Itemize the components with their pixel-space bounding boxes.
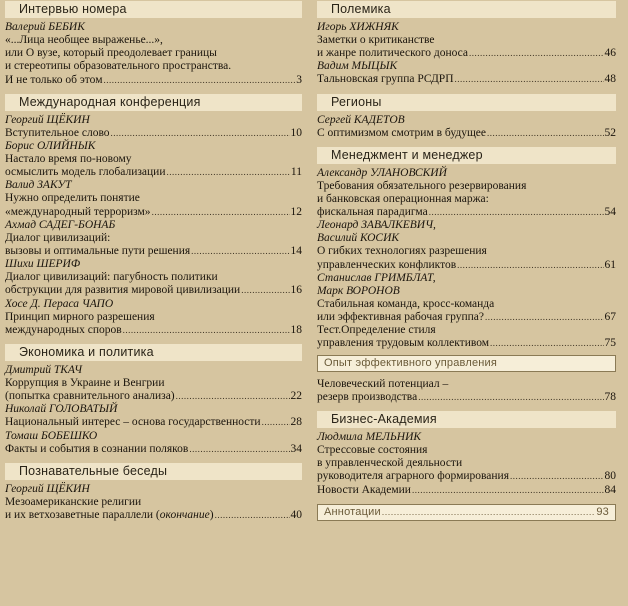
leader-dots bbox=[429, 206, 604, 219]
article-title-line: Требования обязательного резервирования bbox=[317, 179, 527, 192]
leader-dots bbox=[111, 127, 290, 140]
article-title-line: Мезоамериканские религии bbox=[5, 495, 142, 508]
title-part: и их ветхозаветные параллели ( bbox=[5, 509, 160, 522]
title-italic-part: окончание bbox=[159, 509, 210, 522]
article-title-line: Стрессовые состояния bbox=[317, 444, 428, 457]
author: Леонард ЗАВАЛКЕВИЧ, bbox=[317, 219, 436, 232]
toc-entry[interactable] bbox=[317, 337, 616, 350]
author: Борис ОЛИЙНЫК bbox=[5, 140, 96, 153]
article-title-line: фискальная парадигма bbox=[317, 206, 428, 219]
toc-entry[interactable] bbox=[5, 390, 302, 403]
article-title-line: Факты и события в сознании поляков bbox=[5, 442, 189, 455]
toc-entry[interactable] bbox=[317, 73, 616, 86]
section-header-experience: Опыт эффективного управления bbox=[317, 355, 616, 372]
leader-dots bbox=[510, 470, 604, 483]
article-title-line: Новости Академии bbox=[317, 483, 411, 496]
left-column bbox=[5, 0, 302, 522]
leader-dots bbox=[191, 245, 289, 258]
article-title-line: Заметки о критиканстве bbox=[317, 34, 435, 46]
author: Станислав ГРИМБЛАТ, bbox=[317, 271, 436, 284]
right-column bbox=[317, 0, 616, 524]
leader-dots bbox=[418, 391, 603, 404]
toc-entry[interactable] bbox=[5, 206, 302, 219]
toc-entry[interactable] bbox=[5, 416, 302, 429]
leader-dots bbox=[189, 443, 289, 456]
article-title-line: Диалог цивилизаций: bbox=[5, 231, 111, 244]
leader-dots bbox=[176, 390, 290, 403]
leader-dots bbox=[457, 259, 603, 272]
section-header-conference: Международная конференция bbox=[5, 94, 302, 111]
page-number: 46 bbox=[604, 47, 616, 60]
author: Хосе Д. Пераса ЧАПО bbox=[5, 297, 114, 310]
page-number: 18 bbox=[290, 323, 302, 336]
article-title-line: международных споров bbox=[5, 323, 122, 336]
page-number: 14 bbox=[290, 245, 302, 258]
author: Людмила МЕЛЬНИК bbox=[317, 431, 422, 444]
article-title-line: Принцип мирного разрешения bbox=[5, 310, 155, 323]
author: Александр УЛАНОВСКИЙ bbox=[317, 166, 447, 179]
article-title-line: Стабильная команда, кросс-команда bbox=[317, 297, 495, 310]
section-header-management: Менеджмент и менеджер bbox=[317, 147, 616, 164]
toc-entry[interactable] bbox=[317, 484, 616, 497]
article-title-line: и банковская операционная маржа: bbox=[317, 193, 489, 206]
author: Томаш БОБЕШКО bbox=[5, 429, 98, 442]
toc-entry[interactable] bbox=[5, 284, 302, 297]
author: Василий КОСИК bbox=[317, 232, 400, 245]
page-number: 78 bbox=[604, 390, 616, 403]
author: Валерий БЕБИК bbox=[5, 21, 85, 33]
article-title-line: в управленческой деяльности bbox=[317, 457, 463, 470]
article-title-line: или О вузе, который преодолевает границы bbox=[5, 47, 217, 60]
article-title-line: «...Лица необщее выраженье...», bbox=[5, 34, 163, 46]
leader-dots bbox=[104, 74, 296, 87]
page-number: 10 bbox=[290, 126, 302, 139]
toc-entry[interactable] bbox=[5, 74, 302, 87]
page-number: 48 bbox=[604, 73, 616, 86]
author: Николай ГОЛОВАТЫЙ bbox=[5, 403, 118, 416]
page-number: 93 bbox=[596, 505, 609, 518]
leader-dots bbox=[412, 484, 604, 497]
article-title-line: Человеческий потенциал – bbox=[317, 377, 449, 390]
annotations-entry[interactable] bbox=[317, 504, 616, 521]
leader-dots bbox=[382, 505, 596, 520]
article-title-line: Тест.Определение стиля bbox=[317, 324, 436, 337]
toc-entry[interactable] bbox=[317, 311, 616, 324]
page-number: 80 bbox=[604, 470, 616, 483]
article-title-line: О гибких технологиях разрешения bbox=[317, 245, 487, 258]
toc-entry[interactable] bbox=[317, 470, 616, 483]
leader-dots bbox=[262, 416, 290, 429]
leader-dots bbox=[490, 337, 603, 350]
title-part: ) bbox=[209, 509, 214, 522]
toc-entry[interactable] bbox=[317, 47, 616, 60]
toc-entry[interactable] bbox=[317, 127, 616, 140]
section-header-cognitive: Познавательные беседы bbox=[5, 463, 302, 480]
page-number: 11 bbox=[290, 166, 302, 179]
section-header-academy: Бизнес-Академия bbox=[317, 411, 616, 428]
toc-entry[interactable] bbox=[5, 166, 302, 179]
article-title-line: обструкции для развития мировой цивилизации bbox=[5, 284, 241, 297]
article-title-line: (попытка сравнительного анализа) bbox=[5, 390, 175, 403]
article-title-line: осмыслить модель глобализации bbox=[5, 166, 166, 179]
article-title-line: вызовы и оптимальные пути решения bbox=[5, 245, 191, 258]
article-title-line: Настало время по-новому bbox=[5, 153, 132, 166]
section-header-economy: Экономика и политика bbox=[5, 344, 302, 361]
article-title-line: Вступительное слово bbox=[5, 126, 110, 139]
author: Георгий ЩЁКИН bbox=[5, 482, 90, 495]
article-title-line: Нужно определить понятие bbox=[5, 192, 140, 205]
author: Георгий ЩЁКИН bbox=[5, 113, 90, 126]
article-title-line: И не только об этом bbox=[5, 73, 103, 86]
leader-dots bbox=[152, 206, 290, 219]
toc-entry[interactable] bbox=[5, 509, 302, 522]
toc-entry[interactable] bbox=[5, 127, 302, 140]
article-title-line: управления трудовым коллективом bbox=[317, 337, 490, 350]
article-title-line: Тальновская группа РСДРП bbox=[317, 73, 454, 86]
page-number: 54 bbox=[604, 206, 616, 219]
leader-dots bbox=[487, 127, 603, 140]
page-number: 52 bbox=[604, 126, 616, 139]
toc-entry[interactable] bbox=[317, 391, 616, 404]
article-title-line: Диалог цивилизаций: пагубность политики bbox=[5, 271, 218, 284]
toc-entry[interactable] bbox=[5, 324, 302, 337]
article-title-line: «международный терроризм» bbox=[5, 205, 151, 218]
toc-entry[interactable] bbox=[317, 259, 616, 272]
leader-dots bbox=[123, 324, 290, 337]
page-number: 16 bbox=[290, 284, 302, 297]
page-number: 61 bbox=[604, 258, 616, 271]
author: Валид ЗАКУТ bbox=[5, 179, 72, 192]
article-title-line: или эффективная рабочая группа? bbox=[317, 311, 484, 324]
page-number: 75 bbox=[604, 337, 616, 350]
leader-dots bbox=[485, 311, 604, 324]
page-number: 22 bbox=[290, 390, 302, 403]
leader-dots bbox=[455, 73, 604, 86]
annotations-label: Аннотации bbox=[324, 505, 381, 518]
author: Вадим МЫЦЫК bbox=[317, 60, 398, 73]
toc-entry[interactable] bbox=[317, 206, 616, 219]
author: Сергей КАДЕТОВ bbox=[317, 113, 405, 126]
author: Шихи ШЕРИФ bbox=[5, 258, 81, 271]
author: Дмитрий ТКАЧ bbox=[5, 364, 83, 377]
article-title-line: Национальный интерес – основа государственности bbox=[5, 416, 261, 429]
leader-dots bbox=[469, 47, 603, 60]
section-header-interview: Интервью номера bbox=[5, 1, 302, 18]
article-title-line: резерв производства bbox=[317, 390, 418, 403]
author: Ахмад САДЕГ-БОНАБ bbox=[5, 218, 116, 231]
page-number: 40 bbox=[290, 509, 302, 522]
toc-entry[interactable] bbox=[5, 245, 302, 258]
article-title-line: управленческих конфликтов bbox=[317, 258, 457, 271]
author: Марк ВОРОНОВ bbox=[317, 284, 400, 297]
leader-dots bbox=[166, 166, 289, 179]
article-title-line: руководителя аграрного формирования bbox=[317, 470, 509, 483]
article-title-line: и жанре политического доноса bbox=[317, 47, 469, 60]
article-title-line: Коррупция в Украине и Венгрии bbox=[5, 377, 165, 390]
leader-dots bbox=[241, 284, 289, 297]
leader-dots bbox=[215, 509, 290, 522]
toc-entry[interactable] bbox=[5, 443, 302, 456]
page-number: 84 bbox=[604, 483, 616, 496]
page-number: 28 bbox=[290, 416, 302, 429]
page-number: 67 bbox=[604, 311, 616, 324]
article-title-line: С оптимизмом смотрим в будущее bbox=[317, 126, 487, 139]
page-number: 3 bbox=[296, 73, 302, 86]
page-number: 12 bbox=[290, 205, 302, 218]
author: Игорь ХИЖНЯК bbox=[317, 21, 399, 33]
article-title-line bbox=[5, 509, 214, 522]
section-header-regions: Регионы bbox=[317, 94, 616, 111]
section-header-polemics: Полемика bbox=[317, 1, 616, 18]
article-title-line: и стереотипы образовательного пространства. bbox=[5, 60, 232, 73]
page-number: 34 bbox=[290, 442, 302, 455]
